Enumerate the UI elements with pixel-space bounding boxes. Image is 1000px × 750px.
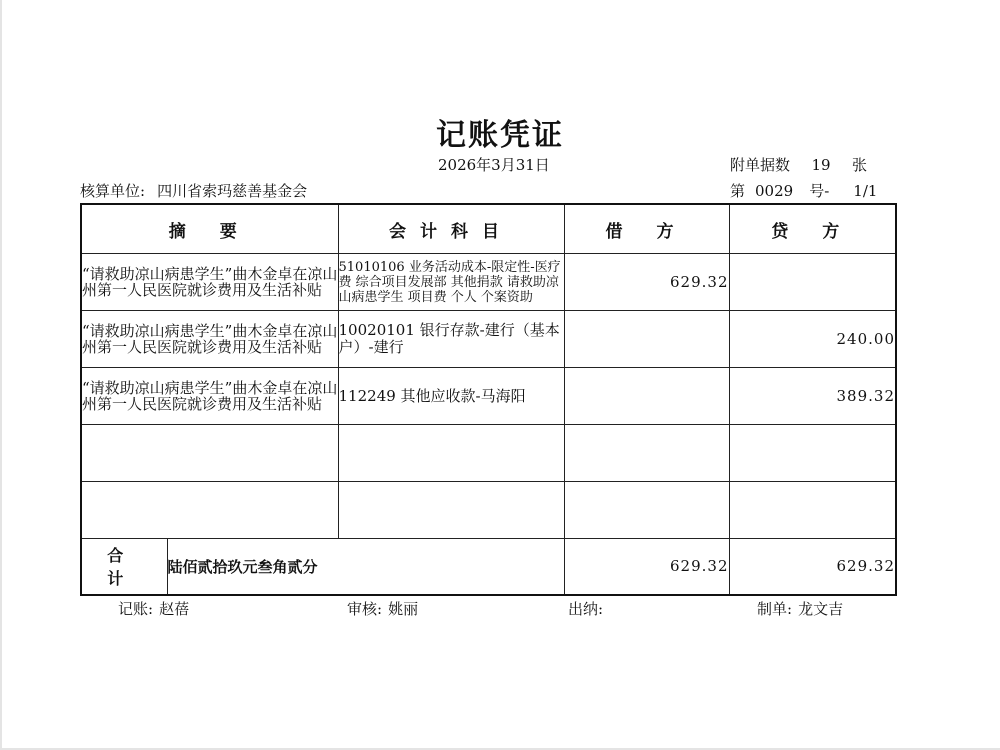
row-credit: 240.00 xyxy=(729,311,896,368)
voucher-title: 记账凭证 xyxy=(436,118,564,153)
row-debit xyxy=(564,425,729,482)
total-debit: 629.32 xyxy=(564,539,729,595)
bookkeeper-label: 记账: xyxy=(118,600,154,618)
accounting-unit xyxy=(80,180,307,201)
total-row xyxy=(81,539,896,595)
table-row xyxy=(81,254,896,311)
total-credit: 629.32 xyxy=(729,539,896,595)
row-account xyxy=(338,425,564,482)
table-row xyxy=(81,482,896,539)
attachments-info xyxy=(730,154,867,175)
bookkeeper-name: 赵蓓 xyxy=(159,600,190,618)
preparer-name: 龙文吉 xyxy=(798,600,844,618)
row-account: 10020101 银行存款-建行（基本户）-建行 xyxy=(338,311,564,368)
row-debit xyxy=(564,482,729,539)
row-summary: “请救助凉山病患学生”曲木金卓在凉山州第一人民医院就诊费用及生活补贴 xyxy=(81,368,338,425)
column-header-account: 会计科目 xyxy=(338,204,564,254)
row-debit xyxy=(564,311,729,368)
reviewer-name: 姚丽 xyxy=(388,600,419,618)
row-summary xyxy=(81,482,338,539)
voucher-table xyxy=(80,203,897,596)
row-debit: 629.32 xyxy=(564,254,729,311)
attachments-count: 19 xyxy=(811,156,831,174)
row-account xyxy=(338,482,564,539)
table-row xyxy=(81,311,896,368)
table-header-row xyxy=(81,204,896,254)
voucher-number: 0029 xyxy=(755,182,794,200)
voucher-number-info xyxy=(730,180,877,201)
voucher-suffix: 号- xyxy=(809,182,830,200)
row-summary xyxy=(81,425,338,482)
row-account: 51010106 业务活动成本-限定性-医疗费 综合项目发展部 其他捐款 请救助凉山病患学生 项目费 个人 个案资助 xyxy=(338,254,564,311)
voucher-prefix: 第 xyxy=(730,182,746,200)
row-credit: 389.32 xyxy=(729,368,896,425)
preparer-label: 制单: xyxy=(757,600,793,618)
attachments-unit: 张 xyxy=(852,156,868,174)
reviewer-label: 审核: xyxy=(347,600,383,618)
row-credit xyxy=(729,254,896,311)
table-row xyxy=(81,425,896,482)
cashier-signoff xyxy=(568,598,609,619)
bookkeeper-signoff xyxy=(118,598,189,619)
total-amount-words: 陆佰贰拾玖元叁角贰分 xyxy=(167,539,564,595)
row-summary: “请救助凉山病患学生”曲木金卓在凉山州第一人民医院就诊费用及生活补贴 xyxy=(81,254,338,311)
cashier-label: 出纳: xyxy=(568,600,604,618)
total-label: 合 计 xyxy=(81,539,167,595)
voucher-date: 2026年3月31日 xyxy=(438,156,550,174)
row-debit xyxy=(564,368,729,425)
unit-label: 核算单位: xyxy=(80,182,146,200)
column-header-debit: 借 方 xyxy=(564,204,729,254)
preparer-signoff xyxy=(757,598,843,619)
unit-name: 四川省索玛慈善基金会 xyxy=(157,182,308,200)
table-row xyxy=(81,368,896,425)
row-account: 112249 其他应收款-马海阳 xyxy=(338,368,564,425)
row-credit xyxy=(729,425,896,482)
row-summary: “请救助凉山病患学生”曲木金卓在凉山州第一人民医院就诊费用及生活补贴 xyxy=(81,311,338,368)
reviewer-signoff xyxy=(347,598,418,619)
attachments-label: 附单据数 xyxy=(730,156,791,174)
column-header-summary: 摘 要 xyxy=(81,204,338,254)
voucher-page: 1/1 xyxy=(853,182,878,200)
row-credit xyxy=(729,482,896,539)
column-header-credit: 贷 方 xyxy=(729,204,896,254)
